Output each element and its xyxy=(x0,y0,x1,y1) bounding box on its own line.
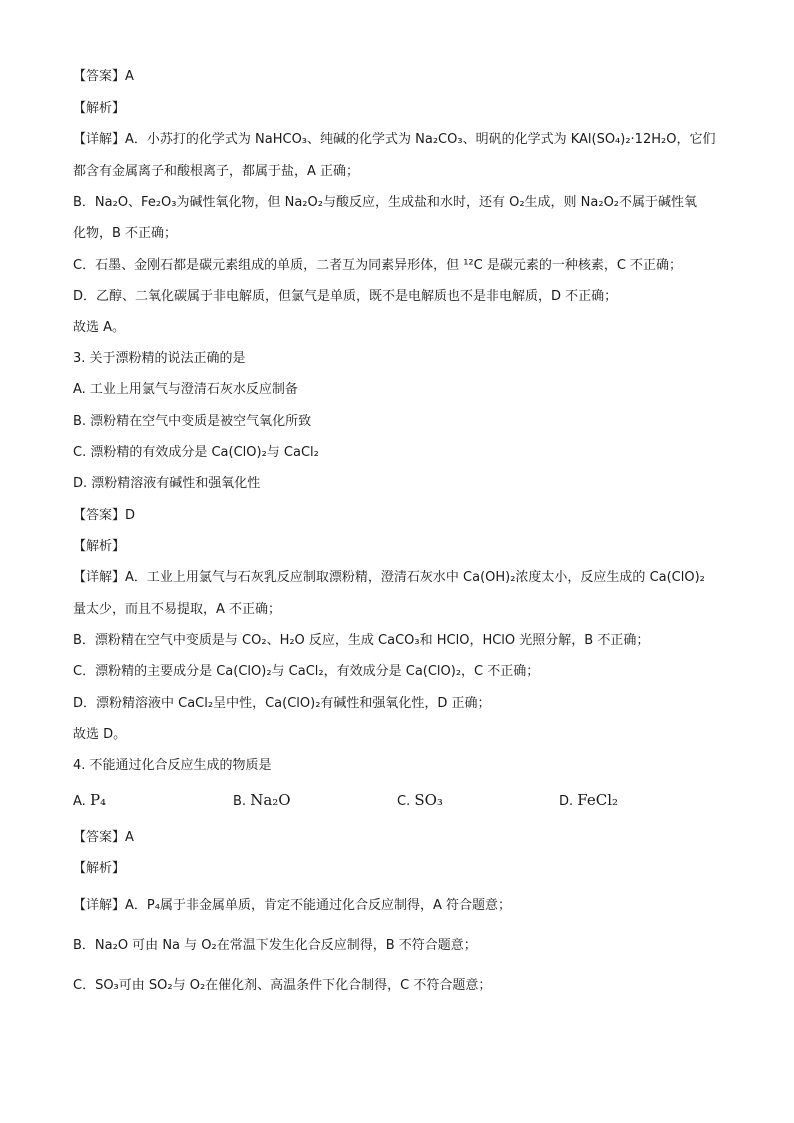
text-line-analysis1: 【解析】 xyxy=(73,101,126,116)
text-line-detail3b: 量太少，而且不易提取，A 不正确； xyxy=(73,602,282,617)
option-formula: FeCl₂ xyxy=(577,791,619,809)
option-q4b xyxy=(233,791,291,811)
text-line-q3c: C. 漂粉精的有效成分是 Ca(ClO)₂与 CaCl₂ xyxy=(73,445,319,460)
text-line-detail1f: D．乙醇、二氧化碳属于非电解质，但氯气是单质，既不是电解质也不是非电解质，D 不正确； xyxy=(73,289,618,304)
text-line-answer4: 【答案】A xyxy=(73,830,134,845)
option-formula: Na₂O xyxy=(250,791,291,809)
text-line-detail1e: C．石墨、金刚石都是碳元素组成的单质，二者互为同素异形体，但 ¹²C 是碳元素的一种核素，C 不正确； xyxy=(73,258,683,273)
text-line-analysis4: 【解析】 xyxy=(73,861,126,876)
option-label: C. xyxy=(397,794,411,809)
text-line-detail4b: B．Na₂O 可由 Na 与 O₂在常温下发生化合反应制得，B 不符合题意； xyxy=(73,938,477,953)
text-line-q3a: A. 工业上用氯气与澄清石灰水反应制备 xyxy=(73,382,298,397)
text-line-answer1: 【答案】A xyxy=(73,69,134,84)
text-line-detail1b: 都含有金属离子和酸根离子，都属于盐，A 正确； xyxy=(73,164,360,179)
text-line-detail3c: B．漂粉精在空气中变质是与 CO₂、H₂O 反应，生成 CaCO₃和 HClO，HClO 光照分解，B 不正确； xyxy=(73,633,650,648)
text-line-detail4a: 【详解】A．P₄属于非金属单质，肯定不能通过化合反应制得，A 符合题意； xyxy=(73,898,511,913)
text-line-detail3d: C．漂粉精的主要成分是 Ca(ClO)₂与 CaCl₂，有效成分是 Ca(ClO)₂，C 不正确； xyxy=(73,664,540,679)
text-line-analysis3: 【解析】 xyxy=(73,539,126,554)
option-label: D. xyxy=(559,794,574,809)
option-q4d xyxy=(559,791,618,811)
text-line-answer3: 【答案】D xyxy=(73,508,136,523)
text-line-choose3: 故选 D。 xyxy=(73,727,127,742)
option-formula: P₄ xyxy=(89,791,107,809)
text-line-detail1a: 【详解】A．小苏打的化学式为 NaHCO₃、纯碱的化学式为 Na₂CO₃、明矾的化学式为 KAl(SO₄)₂·12H₂O，它们 xyxy=(73,132,716,147)
text-line-choose1: 故选 A。 xyxy=(73,320,126,335)
text-line-q3b: B. 漂粉精在空气中变质是被空气氧化所致 xyxy=(73,414,312,429)
text-line-detail1c: B．Na₂O、Fe₂O₃为碱性氧化物，但 Na₂O₂与酸反应，生成盐和水时，还有 O₂生成，则 Na₂O₂不属于碱性氧 xyxy=(73,195,698,210)
text-line-q3d: D. 漂粉精溶液有碱性和强氧化性 xyxy=(73,476,261,491)
option-label: B. xyxy=(233,794,247,809)
text-line-q3: 3. 关于漂粉精的说法正确的是 xyxy=(73,351,246,366)
option-label: A. xyxy=(73,794,86,809)
text-line-detail4c: C．SO₃可由 SO₂与 O₂在催化剂、高温条件下化合制得，C 不符合题意； xyxy=(73,978,492,993)
text-line-detail3a: 【详解】A．工业上用氯气与石灰乳反应制取漂粉精，澄清石灰水中 Ca(OH)₂浓度太小，反应生成的 Ca(ClO)₂ xyxy=(73,570,705,585)
option-formula: SO₃ xyxy=(414,791,443,809)
text-line-q4: 4. 不能通过化合反应生成的物质是 xyxy=(73,758,272,773)
text-line-detail3e: D．漂粉精溶液中 CaCl₂呈中性，Ca(ClO)₂有碱性和强氧化性，D 正确； xyxy=(73,696,491,711)
text-line-detail1d: 化物，B 不正确； xyxy=(73,226,178,241)
option-q4c xyxy=(397,791,443,811)
option-q4a xyxy=(73,791,106,811)
